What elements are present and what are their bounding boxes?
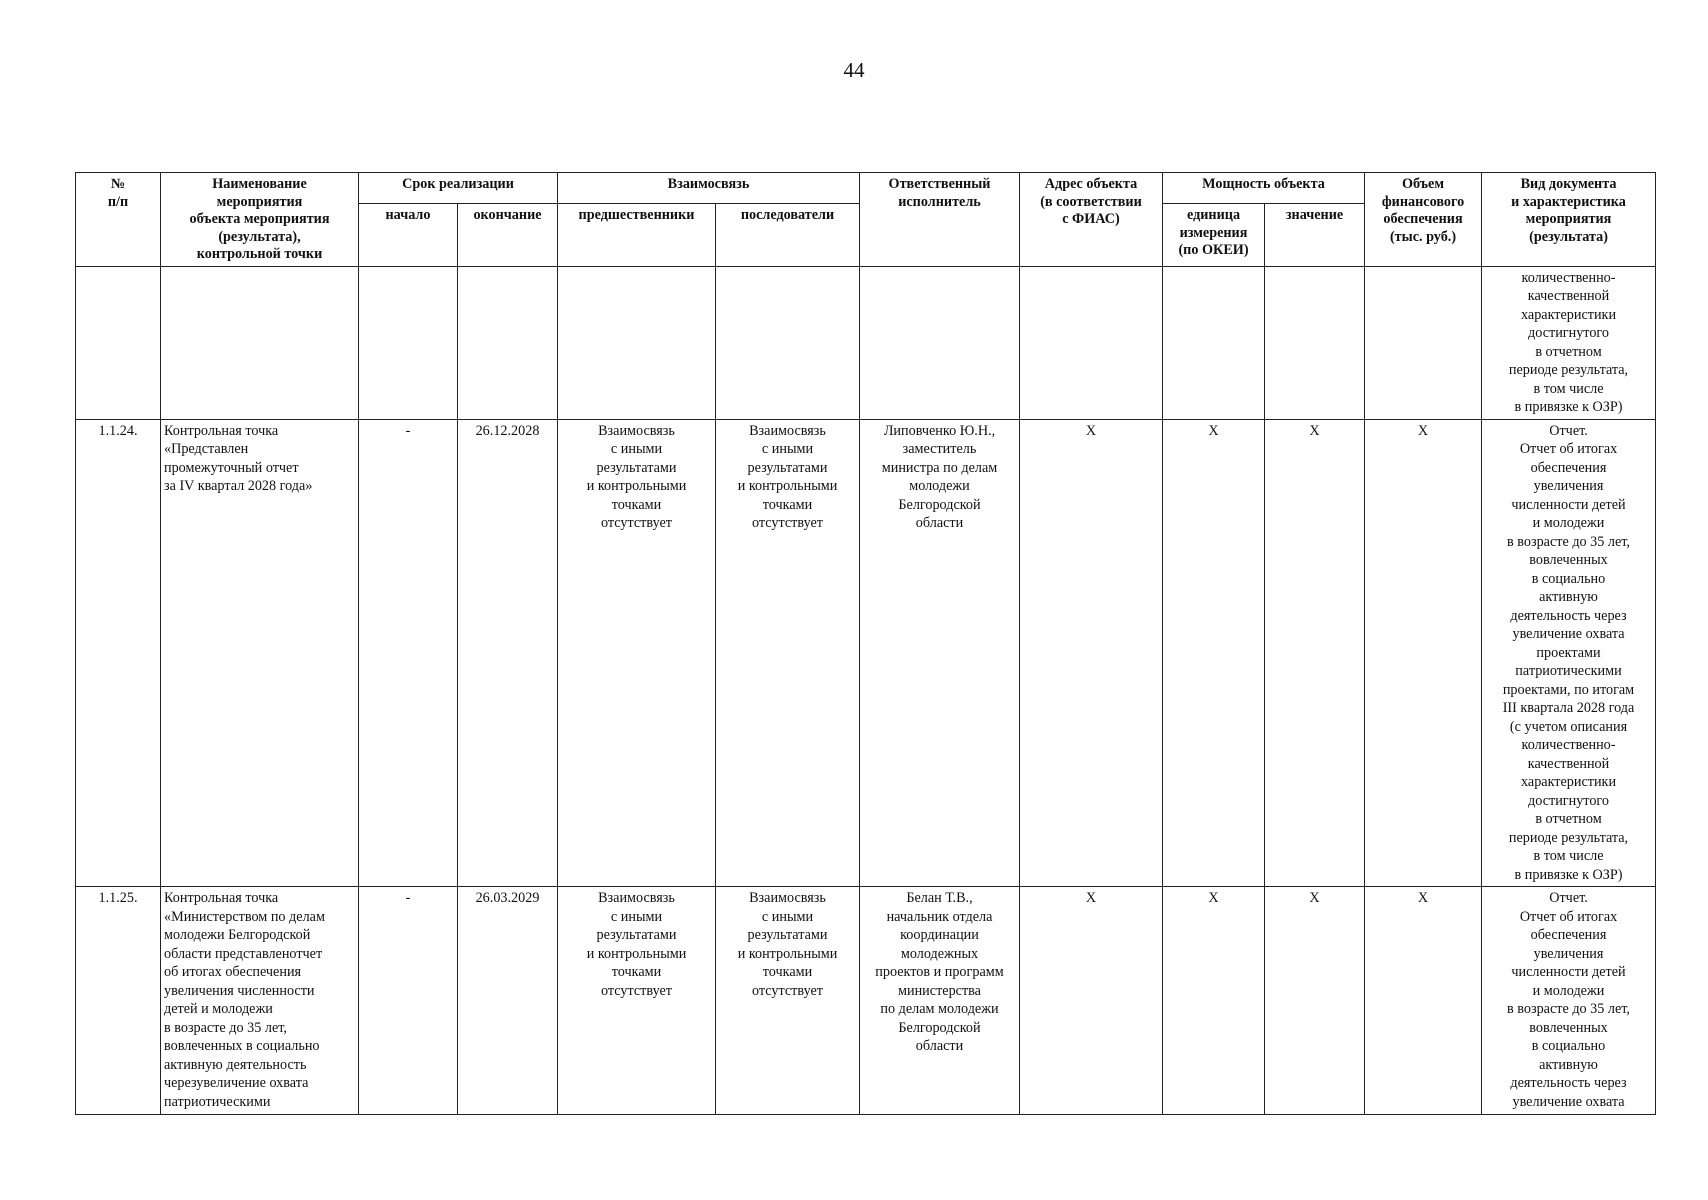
- cell-num: [76, 266, 161, 419]
- cell-pred: Взаимосвязь с иными результатами и контрольными точками отсутствует: [558, 419, 716, 887]
- cell-executor: Белан Т.В., начальник отдела координации молодежных проектов и программ министерства по делам молодежи Белгородской области: [860, 887, 1020, 1115]
- cell-start: -: [359, 419, 458, 887]
- cell-value: X: [1265, 887, 1365, 1115]
- cell-doc: количественно- качественной характеристики достигнутого в отчетном периоде результата, в том числе в привязке к ОЗР): [1482, 266, 1656, 419]
- header-executor: Ответственный исполнитель: [860, 173, 1020, 267]
- header-term-start: начало: [359, 204, 458, 266]
- cell-name: Контрольная точка «Представлен промежуточный отчет за IV квартал 2028 года»: [161, 419, 359, 887]
- cell-end: 26.12.2028: [458, 419, 558, 887]
- header-doc: Вид документа и характеристика мероприятия (результата): [1482, 173, 1656, 267]
- cell-address: [1020, 266, 1163, 419]
- header-term: Срок реализации: [359, 173, 558, 204]
- cell-start: -: [359, 887, 458, 1115]
- cell-doc: Отчет. Отчет об итогах обеспечения увеличения численности детей и молодежи в возрасте до 35 лет, вовлеченных в социально активную деятельность через увеличение охвата проектами патриотическими проектами, по итогам III квартала 2028 года (с учетом описания количественно- качественной характеристики достигнутого в отчетном периоде результата, в том числе в привязке к ОЗР): [1482, 419, 1656, 887]
- header-address: Адрес объекта (в соответствии с ФИАС): [1020, 173, 1163, 267]
- header-row-top: [76, 173, 1656, 204]
- cell-finance: [1365, 266, 1482, 419]
- cell-doc: Отчет. Отчет об итогах обеспечения увеличения численности детей и молодежи в возрасте до 35 лет, вовлеченных в социально активную деятельность через увеличение охвата: [1482, 887, 1656, 1115]
- cell-succ: [716, 266, 860, 419]
- cell-pred: [558, 266, 716, 419]
- cell-unit: [1163, 266, 1265, 419]
- header-term-end: окончание: [458, 204, 558, 266]
- cell-finance: X: [1365, 887, 1482, 1115]
- cell-end: 26.03.2029: [458, 887, 558, 1115]
- cell-succ: Взаимосвязь с иными результатами и контрольными точками отсутствует: [716, 419, 860, 887]
- cell-executor: [860, 266, 1020, 419]
- cell-name: [161, 266, 359, 419]
- cell-finance: X: [1365, 419, 1482, 887]
- header-cap-value: значение: [1265, 204, 1365, 266]
- plan-table: [75, 172, 1656, 1115]
- header-cap-unit: единица измерения (по ОКЕИ): [1163, 204, 1265, 266]
- header-link-succ: последователи: [716, 204, 860, 266]
- cell-num: 1.1.25.: [76, 887, 161, 1115]
- cell-address: X: [1020, 419, 1163, 887]
- cell-num: 1.1.24.: [76, 419, 161, 887]
- header-num: № п/п: [76, 173, 161, 267]
- cell-pred: Взаимосвязь с иными результатами и контрольными точками отсутствует: [558, 887, 716, 1115]
- table-row: [76, 419, 1656, 887]
- cell-address: X: [1020, 887, 1163, 1115]
- header-finance: Объем финансового обеспечения (тыс. руб.): [1365, 173, 1482, 267]
- table-row: [76, 887, 1656, 1115]
- cell-name: Контрольная точка «Министерством по делам молодежи Белгородской области представленотчет об итогах обеспечения увеличения численности детей и молодежи в возрасте до 35 лет, вовлеченных в социально активную деятельность черезувеличение охвата патриотическими: [161, 887, 359, 1115]
- header-capacity: Мощность объекта: [1163, 173, 1365, 204]
- cell-unit: X: [1163, 887, 1265, 1115]
- cell-start: [359, 266, 458, 419]
- cell-end: [458, 266, 558, 419]
- cell-unit: X: [1163, 419, 1265, 887]
- table-row: [76, 266, 1656, 419]
- cell-value: X: [1265, 419, 1365, 887]
- cell-succ: Взаимосвязь с иными результатами и контрольными точками отсутствует: [716, 887, 860, 1115]
- header-name: Наименование мероприятия объекта мероприятия (результата), контрольной точки: [161, 173, 359, 267]
- cell-value: [1265, 266, 1365, 419]
- header-link-pred: предшественники: [558, 204, 716, 266]
- header-link: Взаимосвязь: [558, 173, 860, 204]
- page-number: 44: [843, 58, 865, 82]
- cell-executor: Липовченко Ю.Н., заместитель министра по делам молодежи Белгородской области: [860, 419, 1020, 887]
